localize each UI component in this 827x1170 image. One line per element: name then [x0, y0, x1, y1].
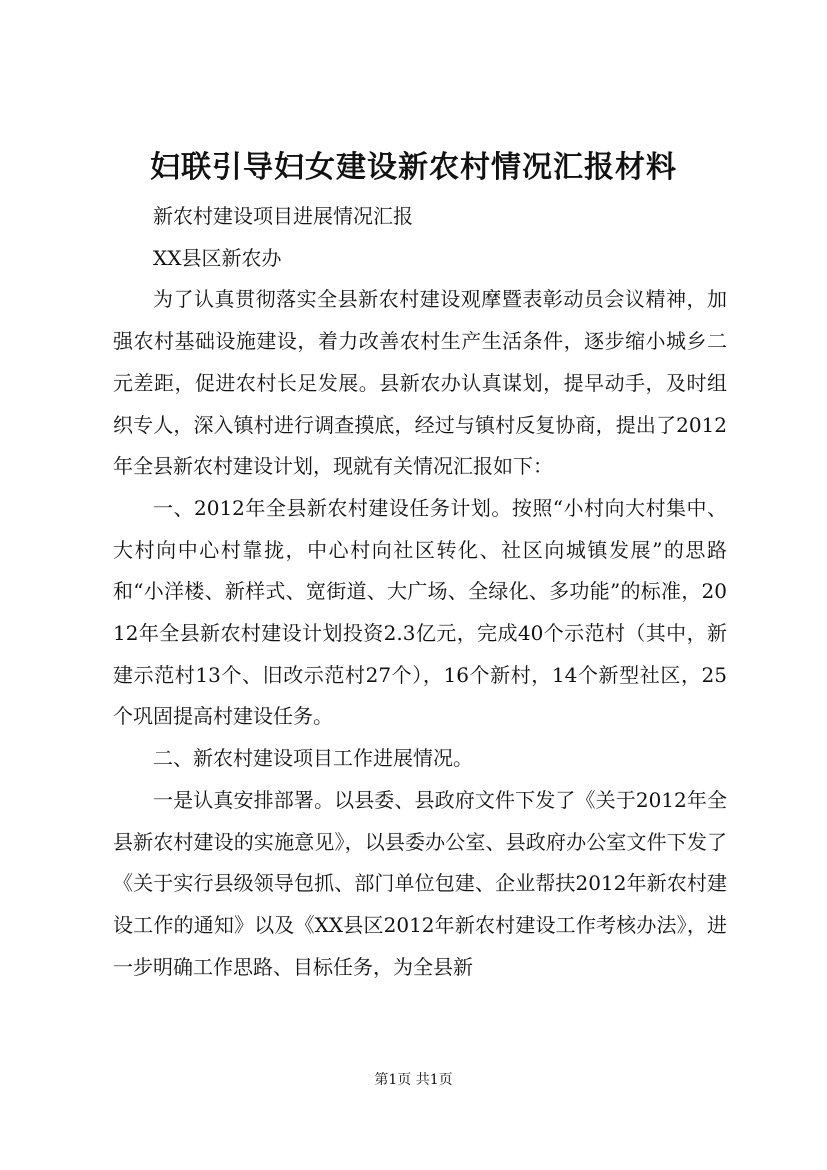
- paragraph-section-two-heading: 二、新农村建设项目工作进展情况。: [153, 746, 473, 771]
- paragraph-subtitle: 新农村建设项目进展情况汇报: [153, 204, 413, 228]
- paragraph-intro: 为了认真贯彻落实全县新农村建设观摩暨表彰动员会议精神，加强农村基础设施建设，着力改善农村生产生活条件，逐步缩小城乡二元差距，促进农村长足发展。县新农办认真谋划，提早动手，及时组织专人，深入镇村进行调查摸底，经过与镇村反复协商，提出了2012年全县新农村建设计划，现就有关情况汇报如下：: [113, 287, 727, 479]
- paragraph-section-two-body: 一是认真安排部署。以县委、县政府文件下发了《关于2012年全县新农村建设的实施意见》，以县委办公室、县政府办公室文件下发了《关于实行县级领导包抓、部门单位包建、企业帮扶2012年新农村建设工作的通知》以及《XX县区2012年新农村建设工作考核办法》，进一步明确工作思路、目标任务，为全县新: [113, 787, 727, 979]
- document-title: 妇联引导妇女建设新农村情况汇报材料: [150, 150, 677, 185]
- paragraph-section-one: 一、2012年全县新农村建设任务计划。按照“小村向大村集中、大村向中心村靠拢，中心村向社区转化、社区向城镇发展”的思路和“小洋楼、新样式、宽街道、大广场、全绿化、多功能”的标准，2012年全县新农村建设计划投资2.3亿元，完成40个示范村（其中，新建示范村13个、旧改示范村27个），16个新村，14个新型社区，25个巩固提高村建设任务。: [113, 495, 727, 729]
- paragraph-issuer: XX县区新农办: [153, 245, 282, 270]
- page-footer: 第1页 共1页: [374, 1072, 453, 1088]
- document-body: [113, 196, 727, 988]
